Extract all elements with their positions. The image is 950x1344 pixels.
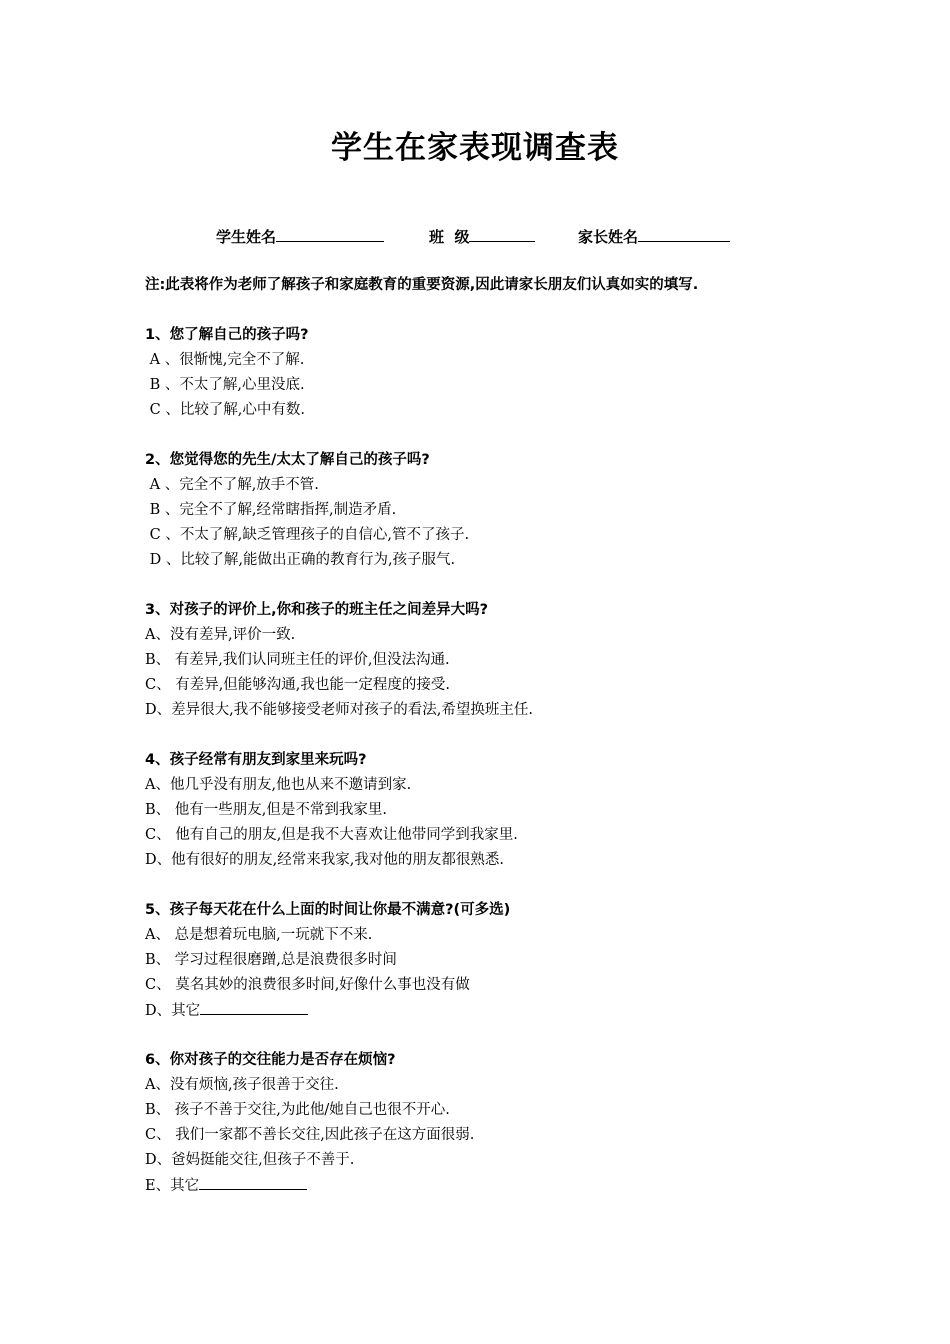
option-d[interactable]: D、他有很好的朋友,经常来我家,我对他的朋友都很熟悉. xyxy=(145,852,504,868)
parent-name-field xyxy=(578,224,730,249)
option-d[interactable]: D 、比较了解,能做出正确的教育行为,孩子服气. xyxy=(145,552,456,568)
question-title: 1、您了解自己的孩子吗? xyxy=(145,327,309,343)
option-d[interactable]: D、差异很大,我不能够接受老师对孩子的看法,希望换班主任. xyxy=(145,702,533,718)
option-b[interactable]: B 、完全不了解,经常瞎指挥,制造矛盾. xyxy=(145,502,397,518)
question-6 xyxy=(145,1048,865,1198)
question-3 xyxy=(145,598,865,723)
option-a[interactable]: A、他几乎没有朋友,他也从来不邀请到家. xyxy=(145,777,412,793)
option-c[interactable]: C、 我们一家都不善长交往,因此孩子在这方面很弱. xyxy=(145,1127,475,1143)
option-a[interactable]: A、 总是想着玩电脑,一玩就下不来. xyxy=(145,927,373,943)
question-title: 5、孩子每天花在什么上面的时间让你最不满意?(可多选) xyxy=(145,902,511,918)
note-text: 注:此表将作为老师了解孩子和家庭教育的重要资源,因此请家长朋友们认真如实的填写. xyxy=(145,277,699,293)
class-field xyxy=(429,224,535,249)
parent-name-label: 家长姓名 xyxy=(578,228,639,246)
option-c[interactable]: C、 有差异,但能够沟通,我也能一定程度的接受. xyxy=(145,677,451,693)
option-c[interactable]: C 、不太了解,缺乏管理孩子的自信心,管不了孩子. xyxy=(145,527,470,543)
option-a[interactable]: A、没有差异,评价一致. xyxy=(145,627,296,643)
question-title: 2、您觉得您的先生/太太了解自己的孩子吗? xyxy=(145,452,430,468)
option-c[interactable]: C 、比较了解,心中有数. xyxy=(145,402,306,418)
question-title: 4、孩子经常有朋友到家里来玩吗? xyxy=(145,752,367,768)
option-a[interactable]: A 、很惭愧,完全不了解. xyxy=(145,352,305,368)
question-title: 6、你对孩子的交往能力是否存在烦恼? xyxy=(145,1052,396,1068)
student-name-blank[interactable] xyxy=(276,224,384,242)
question-4 xyxy=(145,748,865,873)
question-1 xyxy=(145,323,865,423)
parent-name-blank[interactable] xyxy=(638,224,730,242)
option-b[interactable]: B 、不太了解,心里没底. xyxy=(145,377,305,393)
student-name-label: 学生姓名 xyxy=(216,228,277,246)
option-b[interactable]: B、 学习过程很磨蹭,总是浪费很多时间 xyxy=(145,952,397,968)
question-title: 3、对孩子的评价上,你和孩子的班主任之间差异大吗? xyxy=(145,602,489,618)
option-b[interactable]: B、 有差异,我们认同班主任的评价,但没法沟通. xyxy=(145,652,450,668)
question-list xyxy=(145,323,865,1223)
option-a[interactable]: A、没有烦恼,孩子很善于交往. xyxy=(145,1077,339,1093)
other-blank[interactable] xyxy=(200,998,308,1015)
question-5 xyxy=(145,898,865,1023)
option-a[interactable]: A 、完全不了解,放手不管. xyxy=(145,477,319,493)
other-blank[interactable] xyxy=(199,1173,307,1190)
info-row xyxy=(0,224,950,248)
option-d-label: D、其它 xyxy=(145,1003,201,1019)
option-d[interactable] xyxy=(145,998,865,1023)
class-label: 班 级 xyxy=(429,228,470,246)
question-2 xyxy=(145,448,865,573)
option-c[interactable]: C、 莫名其妙的浪费很多时间,好像什么事也没有做 xyxy=(145,977,470,993)
option-e-label: E、其它 xyxy=(145,1178,200,1194)
page-title: 学生在家表现调查表 xyxy=(331,130,619,166)
option-c[interactable]: C、 他有自己的朋友,但是我不大喜欢让他带同学到我家里. xyxy=(145,827,518,843)
option-b[interactable]: B、 孩子不善于交往,为此他/她自己也很不开心. xyxy=(145,1102,450,1118)
option-b[interactable]: B、 他有一些朋友,但是不常到我家里. xyxy=(145,802,387,818)
student-name-field xyxy=(216,224,384,249)
option-e[interactable] xyxy=(145,1173,865,1198)
option-d[interactable]: D、爸妈挺能交往,但孩子不善于. xyxy=(145,1152,355,1168)
class-blank[interactable] xyxy=(469,224,535,242)
